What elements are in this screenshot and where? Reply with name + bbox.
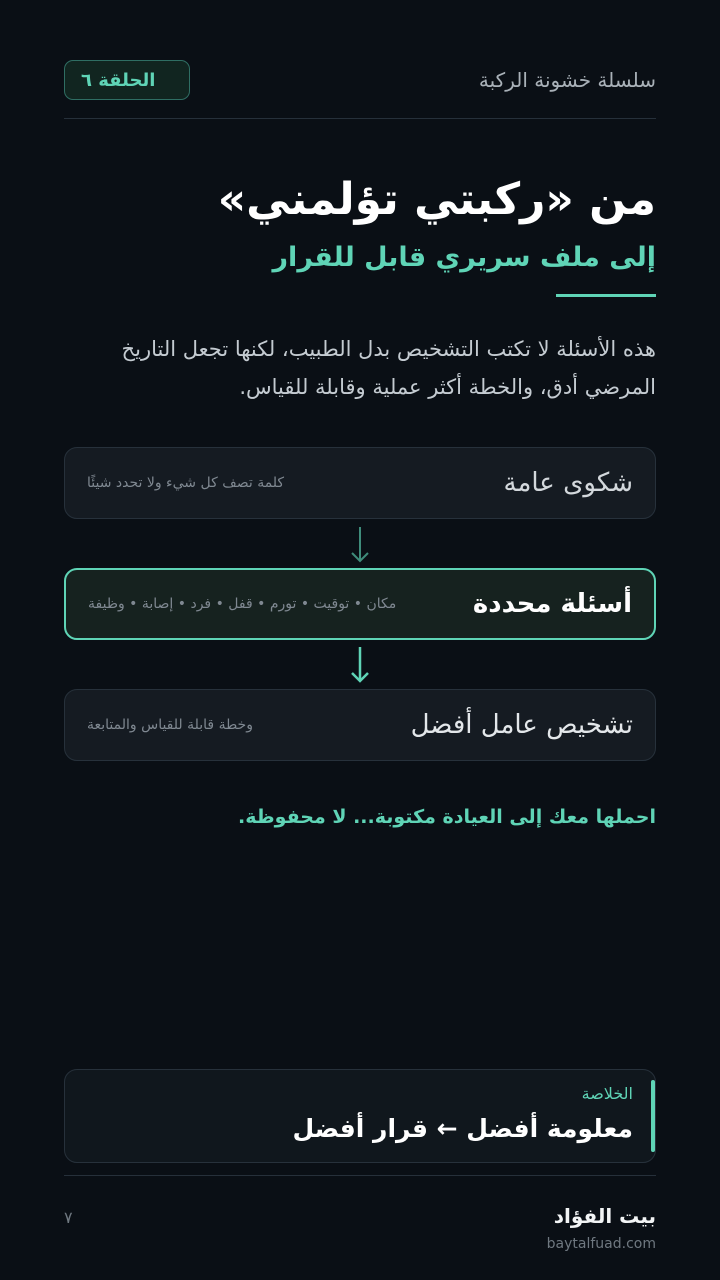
page-subtitle: إلى ملف سريري قابل للقرار: [272, 242, 656, 273]
step-card-better-diagnosis: [64, 689, 656, 761]
step-card-general-complaint: [64, 447, 656, 519]
step-title: تشخيص عامل أفضل: [410, 710, 633, 740]
step-description: كلمة تصف كل شيء ولا تحدد شيئًا: [87, 475, 285, 491]
arrow-down-icon: [348, 525, 372, 565]
slide-page: [64, 0, 656, 1280]
step-title: شكوى عامة: [503, 468, 633, 498]
summary-label: الخلاصة: [581, 1084, 633, 1103]
intro-paragraph: هذه الأسئلة لا تكتب التشخيص بدل الطبيب، لكنها تجعل التاريخ المرضي أدق، والخطة أكثر عملية وقابلة للقياس.: [121, 337, 656, 399]
header-divider: [64, 118, 656, 119]
step-description: وخطة قابلة للقياس والمتابعة: [87, 717, 253, 733]
series-title: سلسلة خشونة الركبة: [478, 68, 656, 92]
step-card-specific-questions: [64, 568, 656, 640]
episode-badge: [64, 60, 190, 100]
brand-url[interactable]: baytalfuad.com: [546, 1236, 656, 1252]
summary-text: معلومة أفضل ← قرار أفضل: [292, 1114, 633, 1143]
page-title: من «ركبتي تؤلمني»: [217, 174, 656, 225]
header: [64, 60, 656, 102]
brand-name: بيت الفؤاد: [553, 1204, 656, 1228]
episode-label: الحلقة ٦: [81, 69, 156, 91]
footer-divider: [64, 1175, 656, 1176]
step-description: مكان • توقيت • تورم • قفل • فرد • إصابة • وظيفة: [88, 596, 397, 612]
page-number: ٧: [64, 1208, 73, 1227]
step-title: أسئلة محددة: [472, 589, 632, 619]
summary-accent-bar: [651, 1080, 655, 1152]
call-to-action: احملها معك إلى العيادة مكتوبة... لا محفوظة.: [238, 806, 656, 828]
accent-divider: [556, 294, 656, 297]
arrow-down-icon: [348, 645, 372, 685]
summary-card: [64, 1069, 656, 1163]
